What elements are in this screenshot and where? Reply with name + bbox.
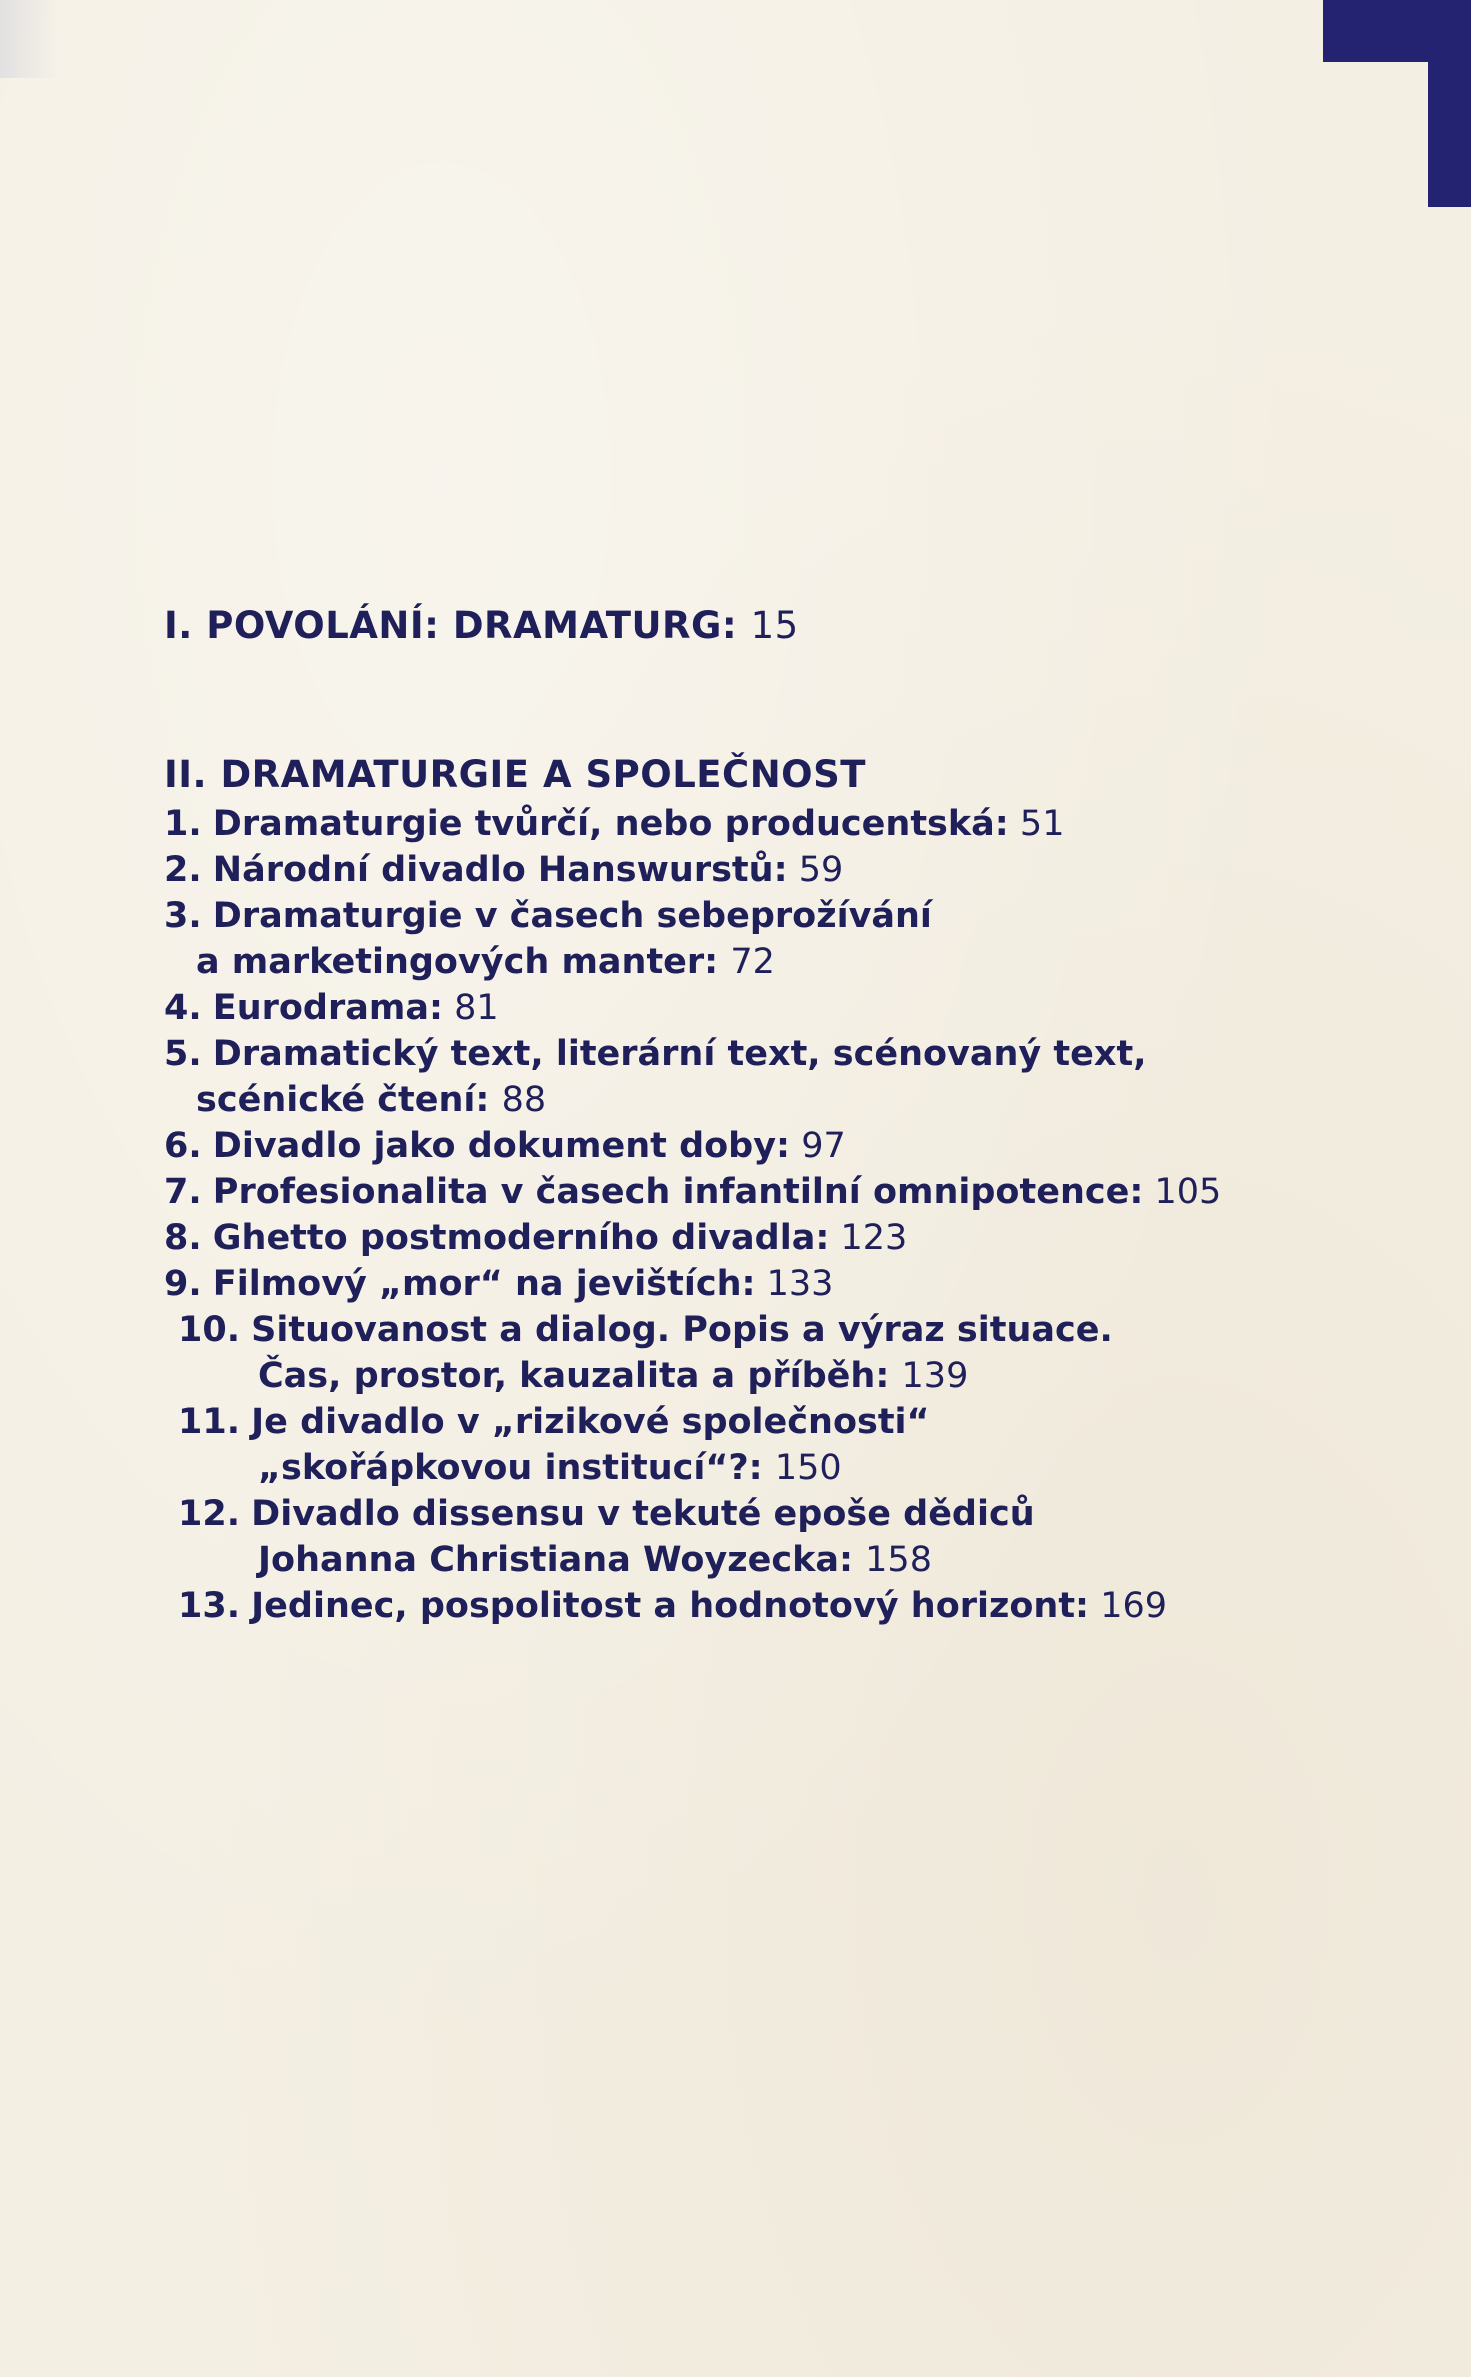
page-edge-shadow: [0, 0, 58, 78]
corner-accent-strip: [1428, 0, 1471, 207]
entry-title: Filmový „mor“ na jevištích:: [212, 1264, 756, 1304]
part-title: I. POVOLÁNÍ: DRAMATURG:: [164, 604, 738, 647]
page-number: 81: [454, 988, 499, 1028]
entry-title: Divadlo dissensu v tekuté epoše dědiců: [251, 1494, 1035, 1534]
entry-title: Situovanost a dialog. Popis a výraz situace.: [251, 1310, 1113, 1350]
entry-number: 9.: [164, 1264, 202, 1304]
part-heading: [164, 749, 1264, 801]
page-number: 51: [1019, 804, 1065, 844]
entry-title: Národní divadlo Hanswurstů:: [212, 850, 788, 890]
table-of-contents: [164, 600, 1264, 1629]
entry-title: Profesionalita v časech infantilní omnipotence:: [212, 1172, 1144, 1212]
entry-title: Ghetto postmoderního divadla:: [212, 1218, 830, 1258]
entry-number: 3.: [164, 896, 202, 936]
entry-number: 6.: [164, 1126, 202, 1166]
entry-title-continuation: [178, 1537, 1264, 1583]
part-title: II. DRAMATURGIE A SPOLEČNOST: [164, 753, 867, 796]
entry-title-continuation: [178, 1353, 1264, 1399]
entry-title: Je divadlo v „rizikové společnosti“: [251, 1402, 930, 1442]
page-number: 105: [1154, 1172, 1222, 1212]
page-number: 97: [801, 1126, 846, 1166]
entry-number: 7.: [164, 1172, 202, 1212]
toc-entry: [164, 893, 1264, 985]
entry-title-continuation: [164, 1077, 1264, 1123]
part-heading: [164, 600, 1264, 652]
toc-entry: [178, 1399, 1264, 1491]
toc-entry: [164, 1031, 1264, 1123]
entry-number: 12.: [178, 1494, 241, 1534]
toc-entry: [164, 801, 1264, 847]
entry-title: Dramaturgie tvůrčí, nebo producentská:: [212, 804, 1009, 844]
page-number: 88: [501, 1080, 547, 1120]
page-number: 72: [730, 942, 775, 982]
entry-title: Divadlo jako dokument doby:: [212, 1126, 791, 1166]
toc-entry: [164, 1215, 1264, 1261]
entry-title-line2: „skořápkovou institucí“?:: [258, 1448, 763, 1488]
toc-entry: [178, 1491, 1264, 1583]
entry-title-line2: a marketingových manter:: [196, 942, 719, 982]
toc-entry: [164, 847, 1264, 893]
page-number: 123: [840, 1218, 908, 1258]
entry-number: 4.: [164, 988, 202, 1028]
entry-title: Dramaturgie v časech sebeprožívání: [212, 896, 932, 936]
page-number: 158: [865, 1540, 932, 1580]
entry-title-continuation: [164, 939, 1264, 985]
page-number: 59: [798, 850, 844, 890]
toc-entry: [164, 985, 1264, 1031]
page-number: 139: [901, 1356, 969, 1396]
entry-title: Dramatický text, literární text, scénovaný text,: [212, 1034, 1147, 1074]
entry-number: 13.: [178, 1586, 241, 1626]
entry-title: Jedinec, pospolitost a hodnotový horizont:: [251, 1586, 1090, 1626]
entry-number: 11.: [178, 1402, 241, 1442]
page-number: 150: [774, 1448, 842, 1488]
page-number: 169: [1100, 1586, 1168, 1626]
entry-number: 5.: [164, 1034, 202, 1074]
entry-number: 10.: [178, 1310, 241, 1350]
toc-entry: [178, 1583, 1264, 1629]
entry-title-line2: scénické čtení:: [196, 1080, 490, 1120]
entry-number: 2.: [164, 850, 202, 890]
entry-title-line2: Johanna Christiana Woyzecka:: [258, 1540, 853, 1580]
entry-title: Eurodrama:: [212, 988, 443, 1028]
toc-entry: [164, 1123, 1264, 1169]
entry-number: 8.: [164, 1218, 202, 1258]
page-number: 133: [766, 1264, 834, 1304]
entry-title-continuation: [178, 1445, 1264, 1491]
page-number: 15: [750, 604, 799, 647]
toc-entry: [164, 1261, 1264, 1307]
toc-entry: [164, 1169, 1264, 1215]
entry-number: 1.: [164, 804, 202, 844]
entry-title-line2: Čas, prostor, kauzalita a příběh:: [258, 1356, 890, 1396]
toc-entry: [178, 1307, 1264, 1399]
